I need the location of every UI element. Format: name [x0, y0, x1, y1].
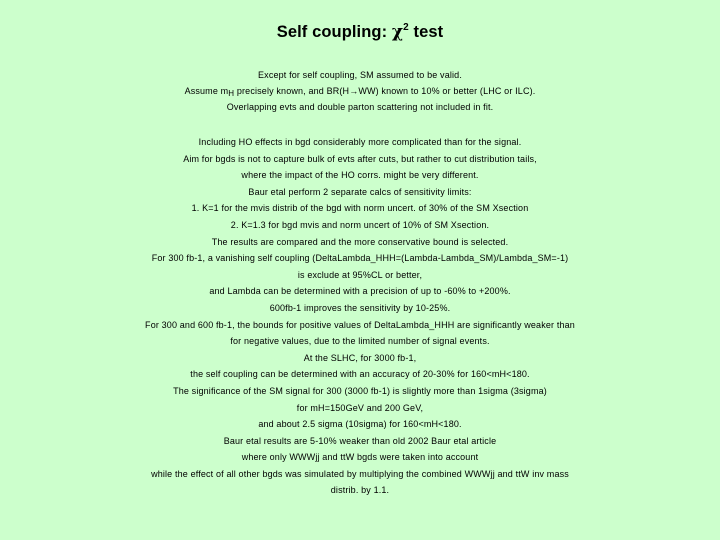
slide-title [0, 22, 720, 42]
body-line: The results are compared and the more conservative bound is selected. [211, 236, 509, 247]
title-superscript: 2 [403, 22, 409, 33]
assumption-line: Overlapping evts and double parton scattering not included in fit. [226, 102, 494, 113]
title-prefix: Self coupling: [276, 23, 392, 41]
body-line: distrib. by 1.1. [330, 485, 390, 496]
chi-symbol: χ [391, 22, 404, 42]
body-line: 600fb-1 improves the sensitivity by 10-25%. [269, 302, 451, 313]
body-line: the self coupling can be determined with an accuracy of 20-30% for 160<mH<180. [190, 369, 530, 380]
title-suffix: test [408, 23, 444, 41]
body-line: For 300 and 600 fb-1, the bounds for positive values of DeltaLambda_HHH are significantly weaker than [145, 319, 575, 330]
body-line: For 300 fb-1, a vanishing self coupling (DeltaLambda_HHH=(Lambda-Lambda_SM)/Lambda_SM=-1) [151, 253, 569, 264]
body-line: 2. K=1.3 for bgd mvis and norm uncert of 10% of SM Xsection. [230, 219, 490, 230]
body-line: for negative values, due to the limited number of signal events. [230, 336, 490, 347]
arrow-symbol: → [349, 86, 359, 97]
body-line: Aim for bgds is not to capture bulk of evts after cuts, but rather to cut distribution tails, [183, 153, 537, 164]
body-line: and Lambda can be determined with a precision of up to -60% to +200%. [209, 286, 511, 297]
text-run: Assume m [184, 86, 229, 97]
assumptions-paragraph [0, 67, 720, 116]
body-line: Including HO effects in bgd considerably more complicated than for the signal. [198, 137, 522, 147]
body-line: Baur etal perform 2 separate calcs of sensitivity limits: [248, 186, 472, 197]
body-line: is exclude at 95%CL or better, [297, 269, 423, 280]
body-line: Baur etal results are 5-10% weaker than old 2002 Baur etal article [223, 435, 497, 446]
text-run: WW) known to 10% or better (LHC or ILC). [358, 86, 536, 97]
body-line: The significance of the SM signal for 300 (3000 fb-1) is slightly more than 1sigma (3sigma) [173, 385, 547, 396]
ho-effects-paragraph [0, 134, 720, 499]
subscript-h: H [228, 89, 235, 99]
assumption-line: Except for self coupling, SM assumed to be valid. [258, 70, 462, 80]
body-line: where only WWWjj and ttW bgds were taken into account [241, 452, 479, 463]
body-line: while the effect of all other bgds was simulated by multiplying the combined WWWjj and ttW inv mass [151, 468, 569, 479]
body-line: At the SLHC, for 3000 fb-1, [303, 352, 417, 363]
body-line: 1. K=1 for the mvis distrib of the bgd with norm uncert. of 30% of the SM Xsection [191, 203, 529, 214]
body-line: for mH=150GeV and 200 GeV, [296, 402, 424, 413]
assumption-line [0, 83, 720, 99]
text-run: precisely known, and BR(H [234, 86, 350, 97]
body-line: and about 2.5 sigma (10sigma) for 160<mH<180. [258, 419, 462, 430]
body-line: where the impact of the HO corrs. might be very different. [241, 170, 479, 181]
